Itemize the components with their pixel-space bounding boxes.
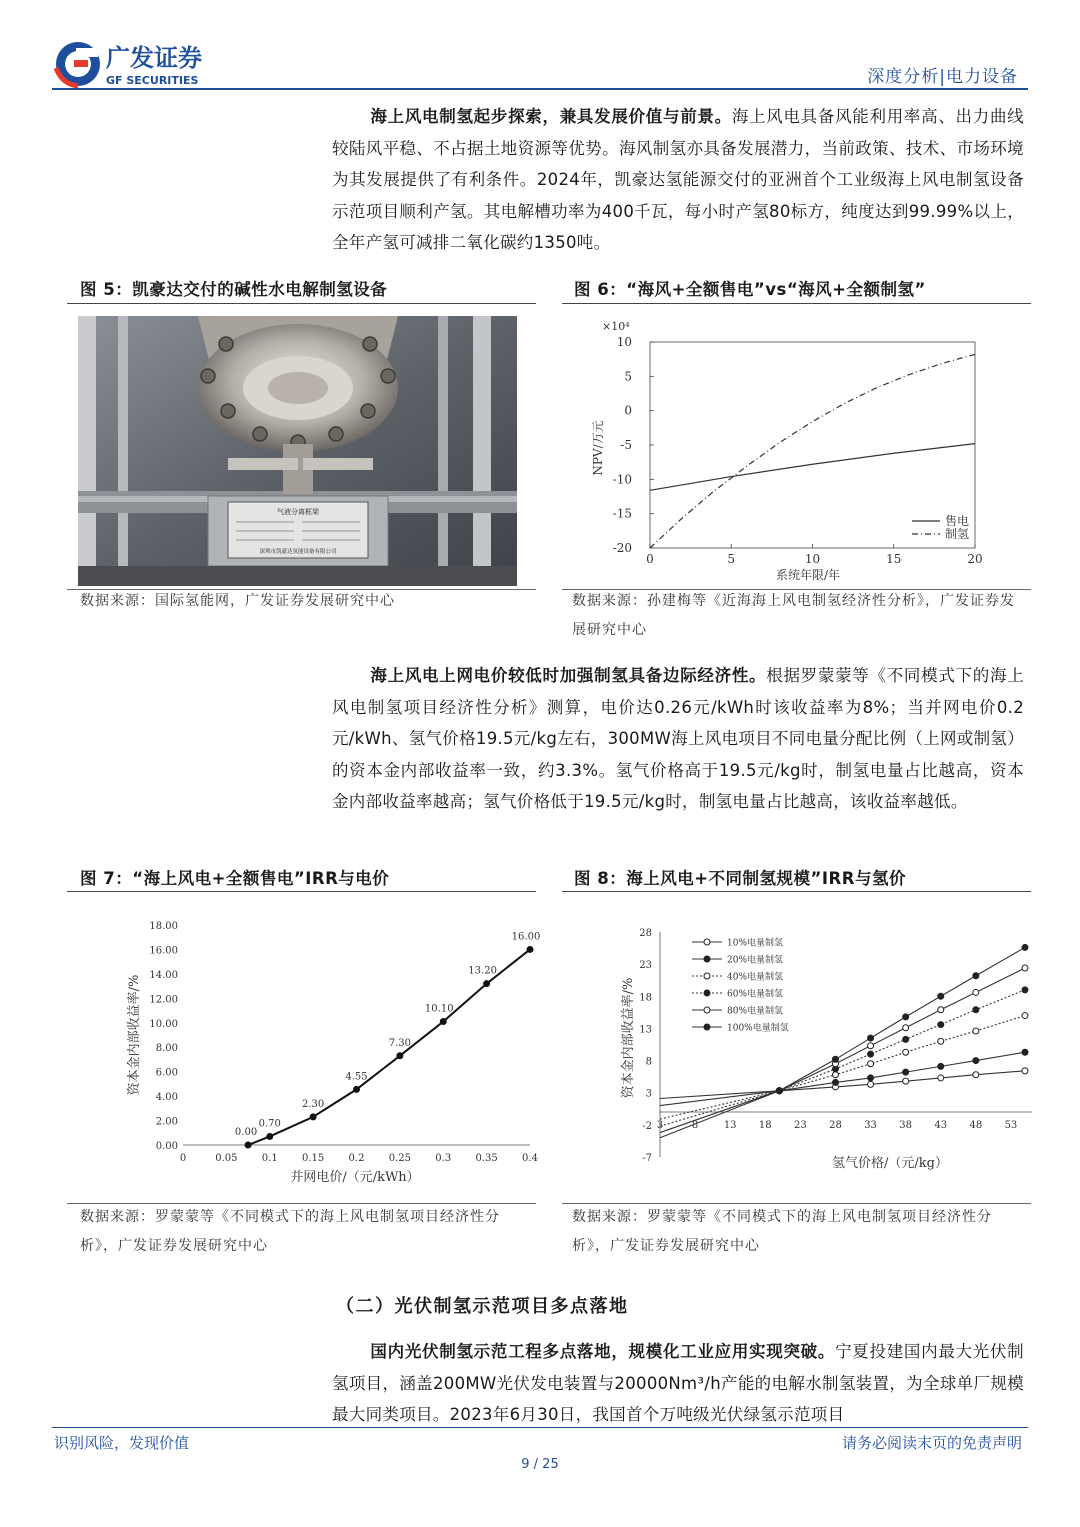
paragraph-3-body: 宁夏投建国内最大光伏制氢项目，涵盖200MW光伏发电装置与20000Nm³/h产能的电解水制氢装置，为全球单厂规模最大同类项目。2023年6月30日，我国首个万吨级光伏绿氢示范项目 (332, 1342, 1024, 1424)
fig8-legend-label: 100%电量制氢 (727, 1023, 789, 1034)
fig8-legend-marker (704, 1007, 710, 1013)
fig6-plot-frame (650, 342, 975, 548)
fig8-series-line (660, 968, 1025, 1133)
fig8-point (1022, 987, 1028, 993)
fig8-point (903, 1014, 909, 1020)
fig8-point (868, 1043, 874, 1049)
fig8-xtick-label: 43 (934, 1120, 948, 1131)
fig6-legend-label-0: 售电 (945, 514, 970, 528)
fig8-xtick-label: 8 (691, 1120, 699, 1131)
fig8-series-line (660, 947, 1025, 1137)
fig7-ytick-label: 10.00 (149, 1018, 178, 1030)
fig8-legend-label: 10%电量制氢 (727, 938, 784, 949)
fig7-data-label: 13.20 (468, 965, 497, 977)
figure-7-title-rule (67, 891, 536, 892)
fig7-xtick-label: 0.15 (301, 1153, 325, 1164)
fig8-xtick-label: 18 (758, 1120, 772, 1131)
fig7-ytick-label: 18.00 (149, 921, 178, 932)
fig8-point (903, 1078, 909, 1084)
fig8-legend-label: 60%电量制氢 (727, 989, 784, 1000)
footer-disclaimer-link[interactable]: 请务必阅读末页的免责声明 (841, 1434, 1022, 1452)
fig6-xtick-label: 15 (886, 552, 902, 566)
fig8-ytick-label: 3 (645, 1088, 652, 1100)
fig8-point (903, 1036, 909, 1042)
paragraph-2-body: 根据罗蒙蒙等《不同模式下的海上风电制氢项目经济性分析》测算，电价达0.26元/kWh时该收益率为8%；当并网电价0.2元/kWh、氢气价格19.5元/kg左右，300MW海上风电项目不同电量分配比例（上网或制氢）的资本金内部收益率一致，约3.3%。氢气价格高于19.5元/kg时，制氢电量占比越高，资本金内部收益率越高；氢气价格低于19.5元/kg时，制氢电量占比越高，该收益率越低。 (332, 666, 1024, 811)
fig6-ytick-label: -15 (612, 506, 632, 521)
fig8-point (1022, 1068, 1028, 1074)
fig8-point (973, 973, 979, 979)
fig8-xtick-label: 3 (656, 1120, 664, 1131)
fig7-point (483, 980, 490, 987)
fig8-point (973, 1028, 979, 1034)
fig7-ytick-label: 14.00 (149, 969, 178, 981)
fig8-point (832, 1079, 838, 1085)
fig8-ytick-label: 8 (645, 1056, 652, 1068)
page-number: 9 / 25 (521, 1457, 559, 1472)
figure-6-source: 数据来源：孙建梅等《近海海上风电制氢经济性分析》，广发证券发展研究中心 (572, 593, 1015, 638)
fig7-xtick-label: 0.1 (261, 1153, 278, 1164)
fig8-series-line (660, 1016, 1025, 1120)
fig8-point (776, 1088, 782, 1094)
figure-8-source: 数据来源：罗蒙蒙等《不同模式下的海上风电制氢项目经济性分析》，广发证券发展研究中心 (572, 1209, 992, 1254)
fig6-ytick-label: -10 (612, 472, 632, 487)
paragraph-2-lead: 海上风电上网电价较低时加强制氢具备边际经济性。 (370, 666, 767, 685)
fig7-data-label: 7.30 (388, 1037, 412, 1049)
fig8-point (938, 1038, 944, 1044)
fig7-point (527, 946, 534, 953)
fig7-ytick-label: 2.00 (155, 1116, 178, 1128)
fig7-ytick-label: 0.00 (155, 1141, 178, 1152)
fig6-legend-label-1: 制氢 (945, 527, 970, 541)
fig7-point (245, 1142, 252, 1149)
fig8-point (1022, 1049, 1028, 1055)
fig8-point (1022, 944, 1028, 950)
fig6-xlabel: 系统年限/年 (775, 568, 841, 582)
fig8-series-line (660, 1071, 1025, 1099)
fig8-point (938, 1063, 944, 1069)
fig7-ytick-label: 4.00 (155, 1092, 178, 1104)
fig8-xtick-label: 38 (899, 1120, 913, 1131)
fig8-xtick-label: 53 (1004, 1120, 1018, 1131)
fig7-ytick-label: 8.00 (155, 1043, 178, 1055)
figure-5-title: 图 5：凯豪达交付的碱性水电解制氢设备 (80, 280, 388, 299)
paragraph-2 (332, 660, 1024, 818)
figure-8-chart (572, 915, 1037, 1195)
footer-slogan: 识别风险，发现价值 (54, 1434, 190, 1452)
header-divider (52, 88, 1028, 90)
figure-7-chart (80, 915, 545, 1195)
fig7-data-label: 16.00 (511, 931, 541, 943)
paragraph-3-lead: 国内光伏制氢示范工程多点落地，规模化工业应用实现突破。 (370, 1342, 836, 1361)
brand-logo-icon (56, 42, 100, 86)
fig8-legend-label: 80%电量制氢 (727, 1006, 784, 1017)
fig8-ytick-label: -2 (642, 1120, 652, 1132)
fig7-xtick-label: 0.35 (475, 1153, 498, 1164)
fig8-point (938, 1022, 944, 1028)
fig8-ytick-label: 28 (639, 928, 652, 939)
fig8-legend-marker (704, 973, 710, 979)
fig7-point (353, 1086, 360, 1093)
fig6-legend (912, 513, 969, 541)
fig8-xtick-label: 28 (829, 1120, 842, 1131)
figure-7-title: 图 7：“海上风电+全额售电”IRR与电价 (80, 869, 390, 888)
figure-6-title: 图 6：“海风+全额售电”vs“海风+全额制氢” (574, 280, 926, 299)
fig7-data-label: 10.10 (424, 1003, 454, 1015)
footer-divider (52, 1427, 1028, 1428)
fig7-ytick-label: 6.00 (155, 1067, 178, 1079)
report-category: 深度分析|电力设备 (867, 67, 1018, 87)
brand-logo (52, 38, 242, 90)
fig7-data-label: 0.70 (258, 1118, 281, 1130)
plate-maker: 深圳市凯豪达氢能设备有限公司 (259, 549, 337, 555)
fig7-xtick-label: 0.25 (388, 1153, 412, 1164)
fig7-point (266, 1133, 273, 1140)
fig8-point (973, 1007, 979, 1013)
fig6-ytick-label: -5 (620, 438, 632, 452)
fig7-data-label: 4.55 (345, 1071, 368, 1083)
fig8-legend-label: 20%电量制氢 (727, 955, 784, 966)
fig7-xtick-label: 0.3 (435, 1153, 452, 1164)
fig6-y-multiplier: ×10⁴ (602, 320, 630, 333)
fig7-xtick-label: 0.05 (215, 1153, 238, 1164)
paragraph-1-body: 海上风电具备风能利用率高、出力曲线较陆风平稳、不占据土地资源等优势。海风制氢亦具备发展潜力，当前政策、技术、市场环境为其发展提供了有利条件。2024年，凯豪达氢能源交付的亚洲首个工业级海上风电制氢设备示范项目顺利产氢。其电解槽功率为400千瓦，每小时产氢80标方，纯度达到99.99%以上，全年产氢可减排二氧化碳约1350吨。 (332, 107, 1024, 252)
brand-name-en: GF SECURITIES (106, 74, 199, 87)
fig7-xtick-label: 0.2 (348, 1153, 365, 1164)
fig8-point (973, 989, 979, 995)
figure-7-source: 数据来源：罗蒙蒙等《不同模式下的海上风电制氢项目经济性分析》，广发证券发展研究中心 (80, 1209, 500, 1254)
figure-6-chart (572, 318, 1012, 586)
fig8-point (973, 1058, 979, 1064)
fig8-point (973, 1072, 979, 1078)
brand-name-cn: 广发证券 (106, 44, 202, 72)
fig8-legend-label: 40%电量制氢 (727, 972, 784, 983)
fig8-point (903, 1049, 909, 1055)
fig8-point (868, 1075, 874, 1081)
fig8-xtick-label: 23 (794, 1120, 807, 1131)
figure-8-title: 图 8：海上风电+不同制氢规模”IRR与氢价 (574, 869, 906, 888)
fig8-point (832, 1072, 838, 1078)
fig7-point (440, 1018, 447, 1025)
fig7-xtick-label: 0 (179, 1153, 187, 1164)
figure-8-title-rule (562, 891, 1031, 892)
fig6-xtick-label: 0 (646, 552, 654, 566)
fig8-legend-marker (704, 1024, 710, 1030)
paragraph-3 (332, 1336, 1024, 1431)
fig6-ytick-label: 0 (624, 403, 632, 418)
fig8-ylabel: 资本金内部收益率/% (621, 977, 636, 1099)
plate-title: 气液分离框架 (277, 508, 319, 516)
fig6-ytick-label: 10 (616, 335, 632, 349)
fig8-point (938, 993, 944, 999)
fig6-xtick-label: 20 (967, 552, 983, 566)
fig6-xtick-label: 10 (804, 552, 821, 566)
fig8-point (868, 1035, 874, 1041)
fig6-series-售电 (650, 444, 975, 491)
figure-5-source: 数据来源：国际氢能网，广发证券发展研究中心 (80, 593, 395, 609)
fig8-point (903, 1069, 909, 1075)
fig8-point (903, 1025, 909, 1031)
fig8-point (938, 1075, 944, 1081)
fig8-ytick-label: 18 (639, 992, 652, 1004)
fig8-xlabel: 氢气价格/（元/kg） (832, 1156, 948, 1171)
fig8-point (868, 1081, 874, 1087)
fig6-ylabel: NPV/万元 (591, 420, 605, 476)
fig8-legend-marker (704, 990, 710, 996)
fig8-xtick-label: 13 (723, 1120, 737, 1131)
fig8-legend-marker (704, 956, 710, 962)
fig8-xtick-label: 48 (969, 1120, 983, 1131)
fig8-point (938, 1007, 944, 1013)
fig7-point (396, 1052, 403, 1059)
fig6-series-制氢 (650, 354, 975, 548)
figure-6-title-rule (562, 303, 1031, 304)
fig6-ytick-label: 5 (624, 369, 632, 384)
fig8-point (832, 1056, 838, 1062)
fig7-xlabel: 并网电价/（元/kWh） (290, 1170, 420, 1185)
fig7-ylabel: 资本金内部收益率/% (127, 974, 142, 1096)
fig8-legend-marker (704, 939, 710, 945)
fig6-xtick-label: 5 (727, 552, 736, 566)
fig8-point (868, 1061, 874, 1067)
fig7-xtick-label: 0.4 (522, 1153, 538, 1164)
fig7-data-label: 2.30 (301, 1098, 325, 1110)
figure-5-title-rule (67, 303, 536, 304)
fig8-point (868, 1051, 874, 1057)
fig7-data-label: 0.00 (234, 1127, 258, 1138)
paragraph-1 (332, 101, 1024, 259)
section-heading: （二）光伏制氢示范项目多点落地 (336, 1296, 629, 1317)
fig7-ytick-label: 12.00 (149, 994, 178, 1006)
fig8-ytick-label: 13 (639, 1024, 652, 1036)
fig8-xtick-label: 33 (864, 1120, 877, 1131)
fig8-point (1022, 965, 1028, 971)
figure-5-photo (78, 316, 517, 586)
fig8-ytick-label: -7 (642, 1153, 652, 1164)
paragraph-1-lead: 海上风电制氢起步探索，兼具发展价值与前景。 (370, 107, 732, 126)
fig7-ytick-label: 16.00 (149, 945, 178, 957)
fig7-point (310, 1113, 317, 1120)
fig8-point (1022, 1013, 1028, 1019)
fig6-ytick-label: -20 (612, 541, 632, 555)
fig8-ytick-label: 23 (639, 960, 652, 972)
